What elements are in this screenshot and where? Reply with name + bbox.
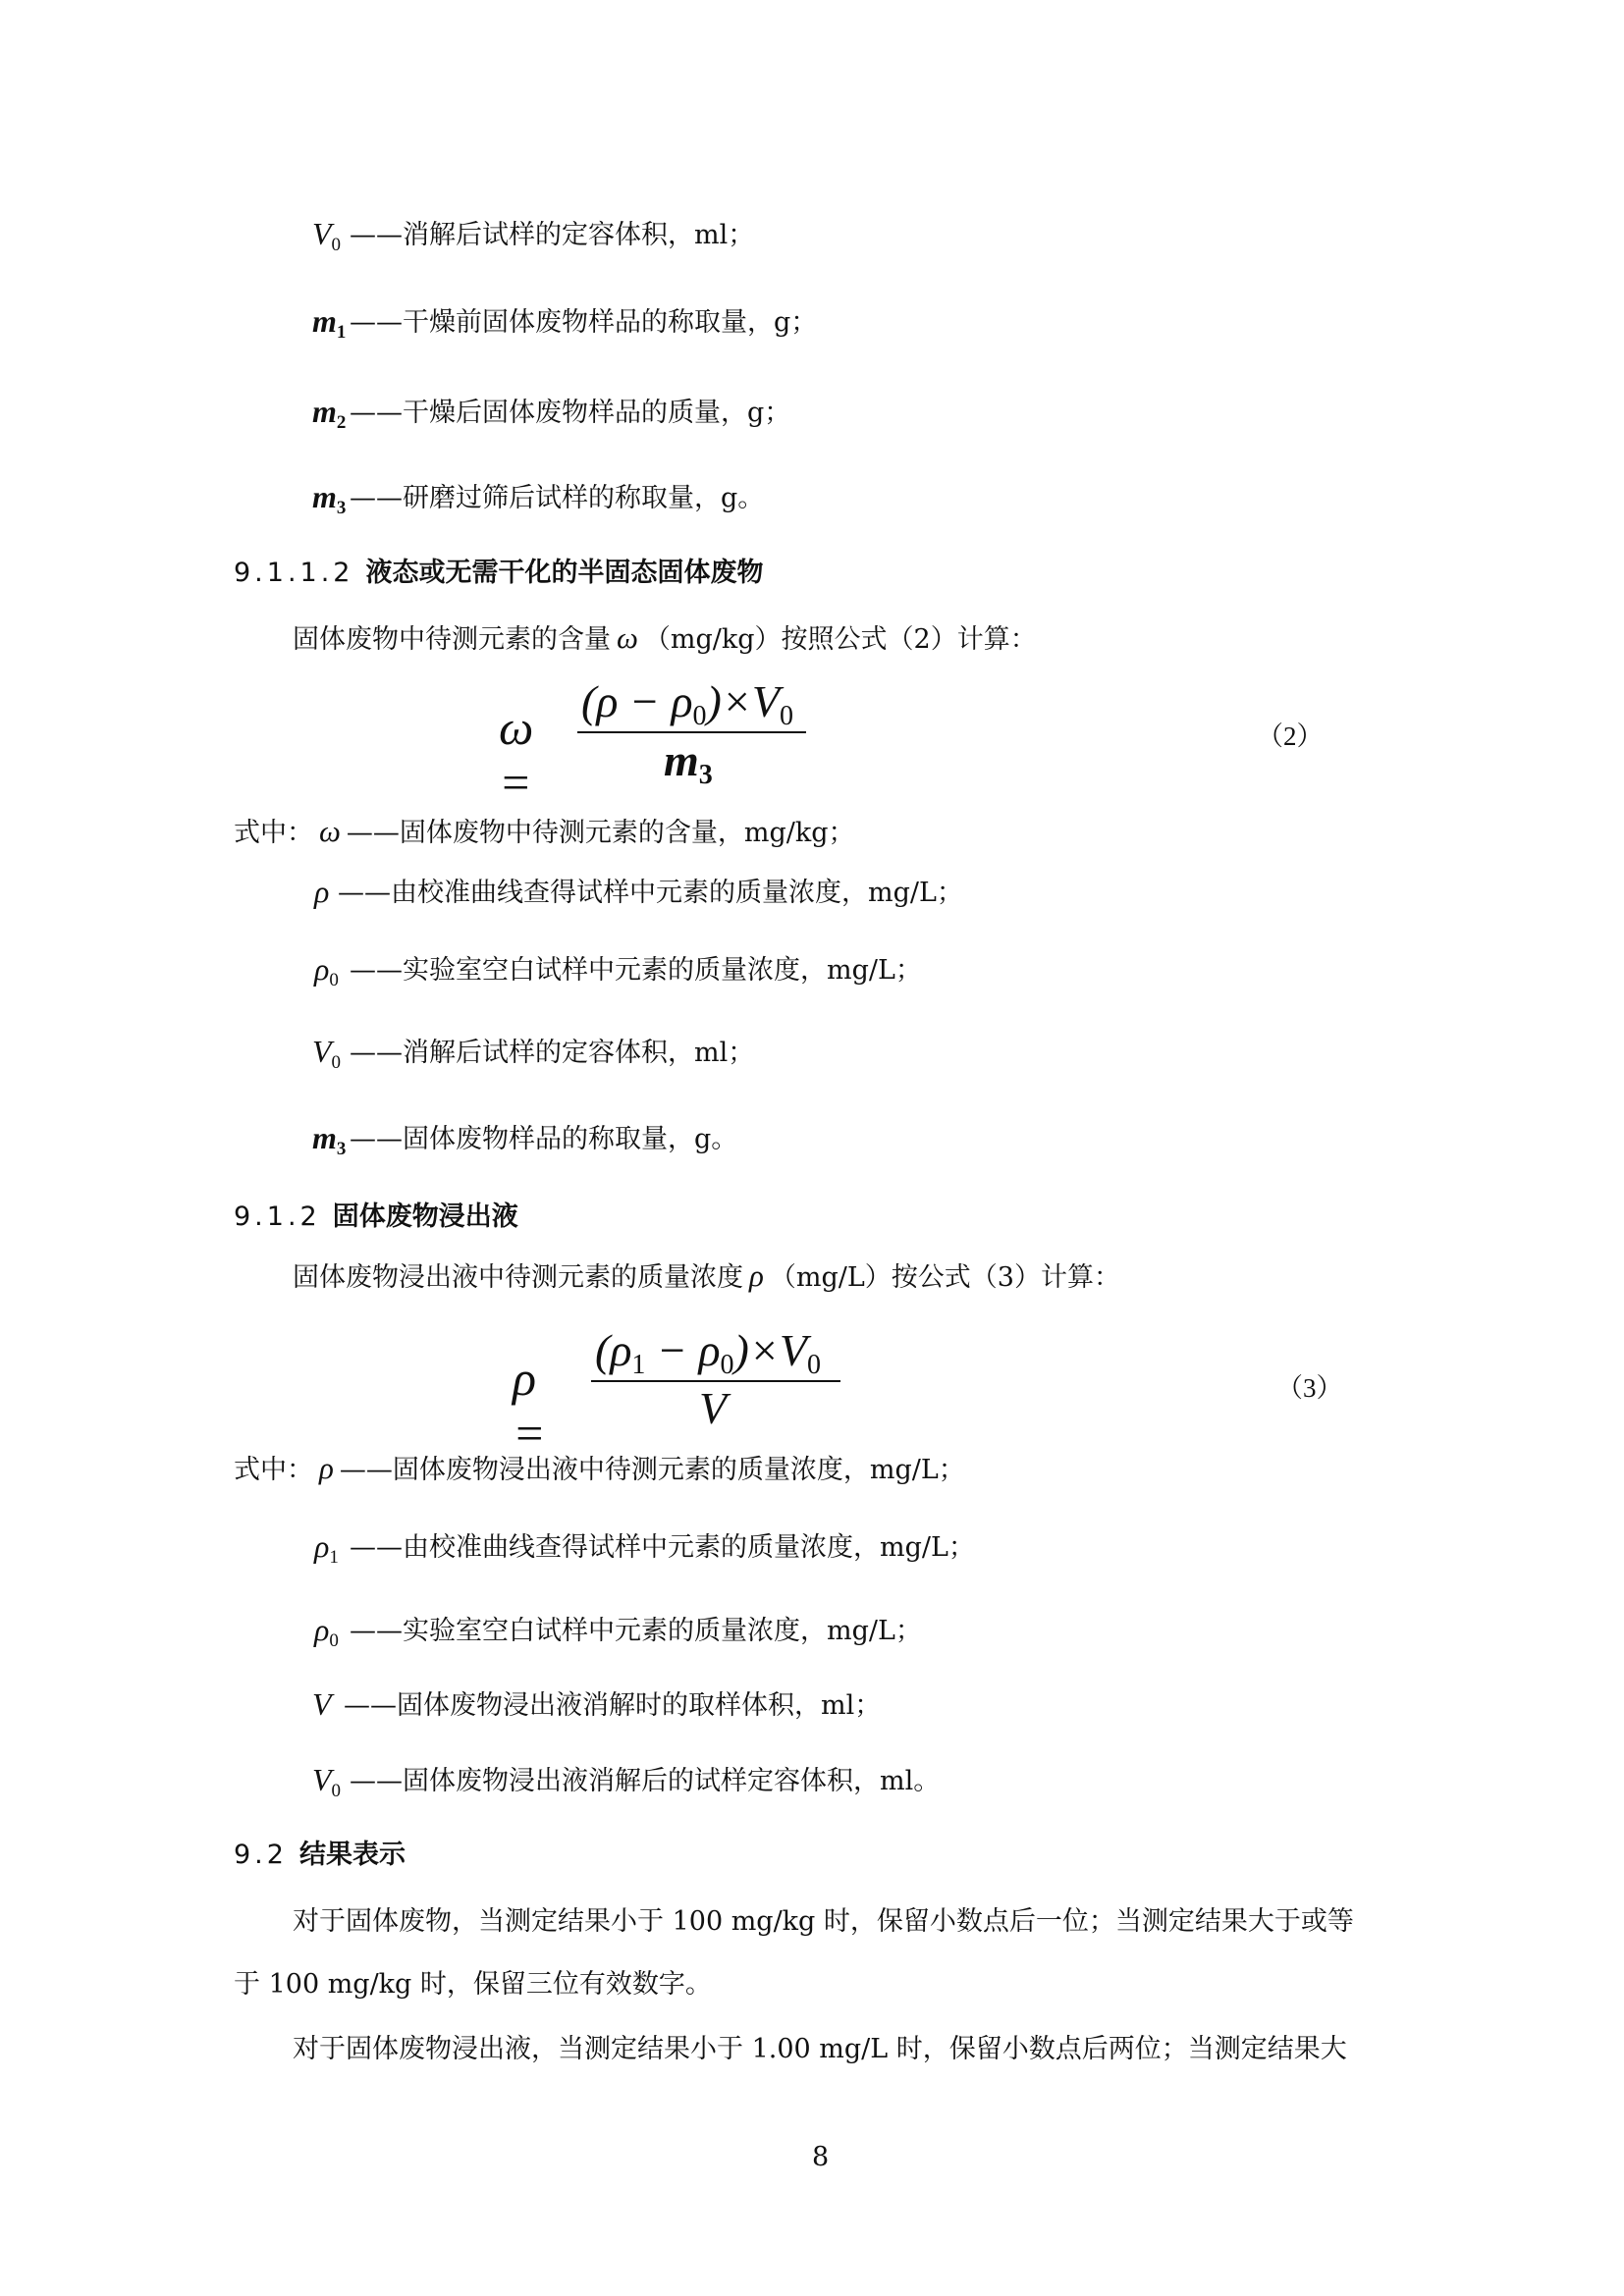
- definition-lead: 式中： ρ ——固体废物浸出液中待测元素的质量浓度，mg/L；: [234, 1451, 965, 1485]
- paragraph-line: 对于固体废物浸出液，当测定结果小于 1.00 mg/L 时，保留小数点后两位；当测定结果大: [293, 2034, 1347, 2064]
- symbol: $m_3$: [312, 1120, 347, 1159]
- formula-denominator: V: [699, 1383, 728, 1433]
- equation-number: （3）: [1276, 1373, 1343, 1403]
- section-heading-9-2: 9.2 结果表示: [234, 1840, 406, 1870]
- symbol: V: [312, 1686, 332, 1722]
- symbol: $m_3$: [312, 479, 347, 518]
- definition-text: ——消解后试样的定容体积，ml；: [350, 1038, 755, 1068]
- symbol: $\rho_0$: [314, 951, 339, 990]
- formula-numerator: $(\rho - \rho_0)\times V_0$: [581, 676, 793, 731]
- symbol: $m_2$: [312, 394, 347, 433]
- section-heading-9-1-2: 9.1.2 固体废物浸出液: [234, 1201, 518, 1232]
- definition-text: ——干燥前固体废物样品的称取量，g；: [350, 307, 818, 338]
- paragraph-line: 于 100 mg/kg 时，保留三位有效数字。: [234, 1969, 712, 2000]
- definition-text: ——固体废物浸出液消解时的取样体积，ml；: [344, 1690, 882, 1721]
- section-heading-9-1-1-2: 9.1.1.2 液态或无需干化的半固态固体废物: [234, 558, 764, 588]
- definition-text: ——实验室空白试样中元素的质量浓度，mg/L；: [350, 955, 922, 986]
- definition-text: ——由校准曲线查得试样中元素的质量浓度，mg/L；: [350, 1532, 975, 1563]
- definition-text: ——消解后试样的定容体积，ml；: [350, 220, 755, 250]
- fraction-bar: [591, 1380, 840, 1382]
- symbol: $\rho_1$: [314, 1528, 339, 1568]
- fraction-bar: [577, 731, 806, 733]
- definition-text: ——固体废物样品的称取量，g。: [350, 1124, 738, 1154]
- symbol: $V_0$: [312, 1034, 342, 1073]
- formula-denominator: $m_3$: [664, 735, 713, 790]
- definition-lead: 式中： ω ——固体废物中待测元素的含量，mg/kg；: [234, 814, 855, 848]
- formula-lhs: ρ =: [513, 1351, 546, 1461]
- equation-number: （2）: [1257, 721, 1324, 751]
- paragraph-line: 对于固体废物，当测定结果小于 100 mg/kg 时，保留小数点后一位；当测定结果大于或等: [293, 1906, 1354, 1937]
- page-number: 8: [812, 2142, 830, 2172]
- definition-text: ——由校准曲线查得试样中元素的质量浓度，mg/L；: [338, 878, 963, 908]
- formula-numerator: $(\rho_1 - \rho_0)\times V_0$: [595, 1325, 821, 1380]
- symbol: ρ: [314, 874, 330, 909]
- formula-lhs: ω =: [499, 700, 534, 810]
- symbol: $m_1$: [312, 303, 347, 343]
- definition-text: ——实验室空白试样中元素的质量浓度，mg/L；: [350, 1616, 922, 1646]
- symbol: $V_0$: [312, 216, 342, 255]
- formula-intro: 固体废物中待测元素的含量 ω （mg/kg）按照公式（2）计算：: [293, 620, 1037, 655]
- symbol: $\rho_0$: [314, 1612, 339, 1651]
- symbol: $V_0$: [312, 1762, 342, 1801]
- definition-text: ——研磨过筛后试样的称取量，g。: [350, 483, 765, 513]
- formula-intro: 固体废物浸出液中待测元素的质量浓度 ρ （mg/L）按公式（3）计算：: [293, 1258, 1120, 1293]
- definition-text: ——干燥后固体废物样品的质量，g；: [350, 398, 791, 428]
- definition-text: ——固体废物浸出液消解后的试样定容体积，ml。: [350, 1766, 941, 1796]
